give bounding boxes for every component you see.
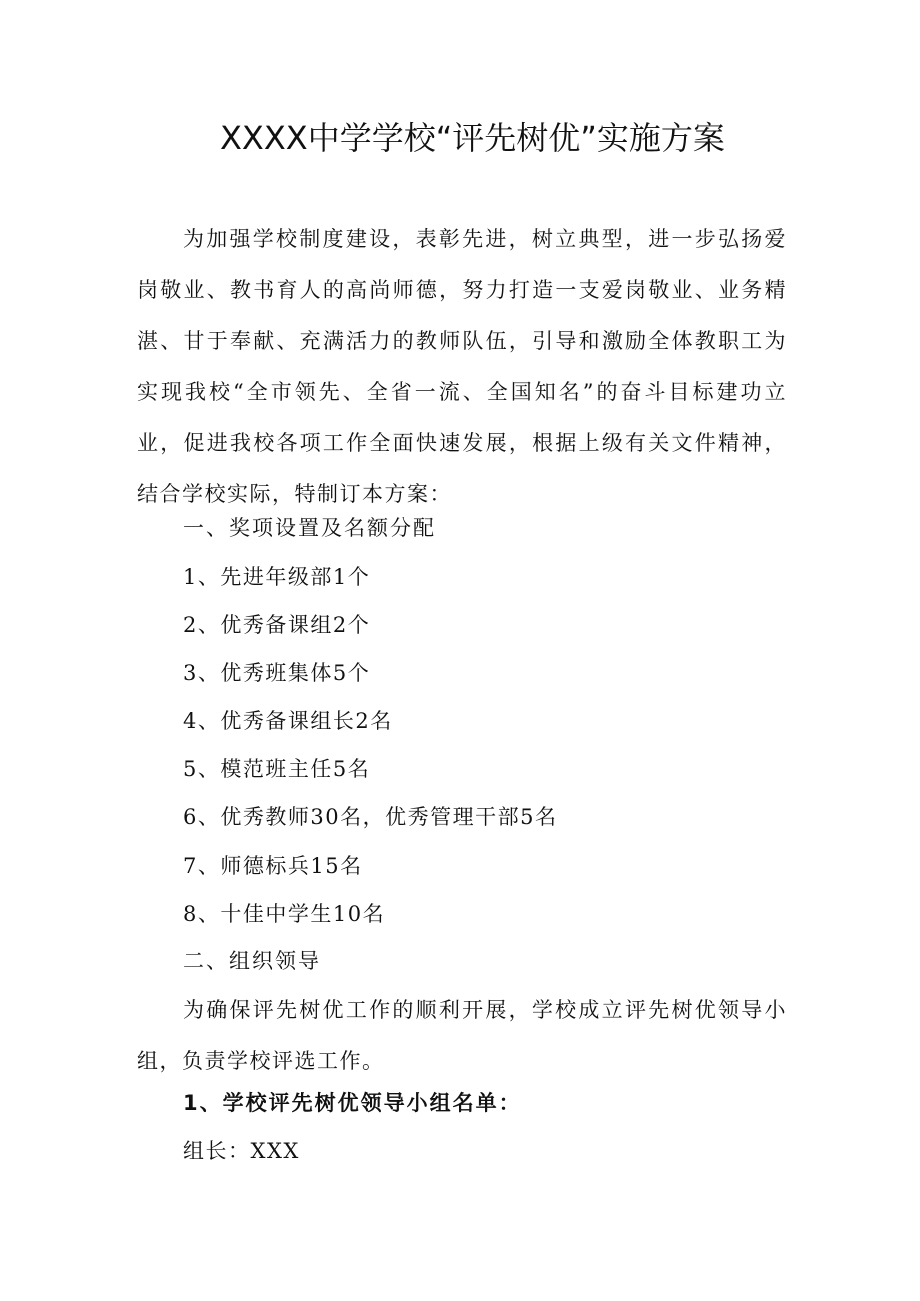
intro-paragraph: 为加强学校制度建设，表彰先进，树立典型，进一步弘扬爱岗敬业、教书育人的高尚师德，努力打造一支爱岗敬业、业务精湛、甘于奉献、充满活力的教师队伍，引导和激励全体教职工为实现我校“全市领先、全省一流、全国知名”的奋斗目标建功立业，促进我校各项工作全面快速发展，根据上级有关文件精神，结合学校实际，特制订本方案： bbox=[137, 227, 787, 506]
document-title: XXXX中学学校“评先树优”实施方案 bbox=[220, 119, 725, 157]
list-item: 7、师德标兵15名 bbox=[183, 854, 363, 878]
section-heading-leadership: 二、组织领导 bbox=[183, 949, 321, 973]
list-item: 6、优秀教师30名，优秀管理干部5名 bbox=[183, 805, 558, 829]
leadership-paragraph: 为确保评先树优工作的顺利开展，学校成立评先树优领导小组，负责学校评选工作。 bbox=[137, 998, 787, 1073]
list-item: 5、模范班主任5名 bbox=[183, 757, 371, 781]
leader-line: 组长：XXX bbox=[183, 1139, 300, 1163]
subheading-leadership-list: 1、学校评先树优领导小组名单： bbox=[183, 1091, 522, 1115]
section-heading-awards: 一、奖项设置及名额分配 bbox=[183, 516, 436, 540]
list-item: 8、十佳中学生10名 bbox=[183, 902, 386, 926]
list-item: 3、优秀班集体5个 bbox=[183, 661, 371, 685]
list-item: 4、优秀备课组长2名 bbox=[183, 709, 393, 733]
list-item: 2、优秀备课组2个 bbox=[183, 613, 371, 637]
list-item: 1、先进年级部1个 bbox=[183, 565, 371, 589]
